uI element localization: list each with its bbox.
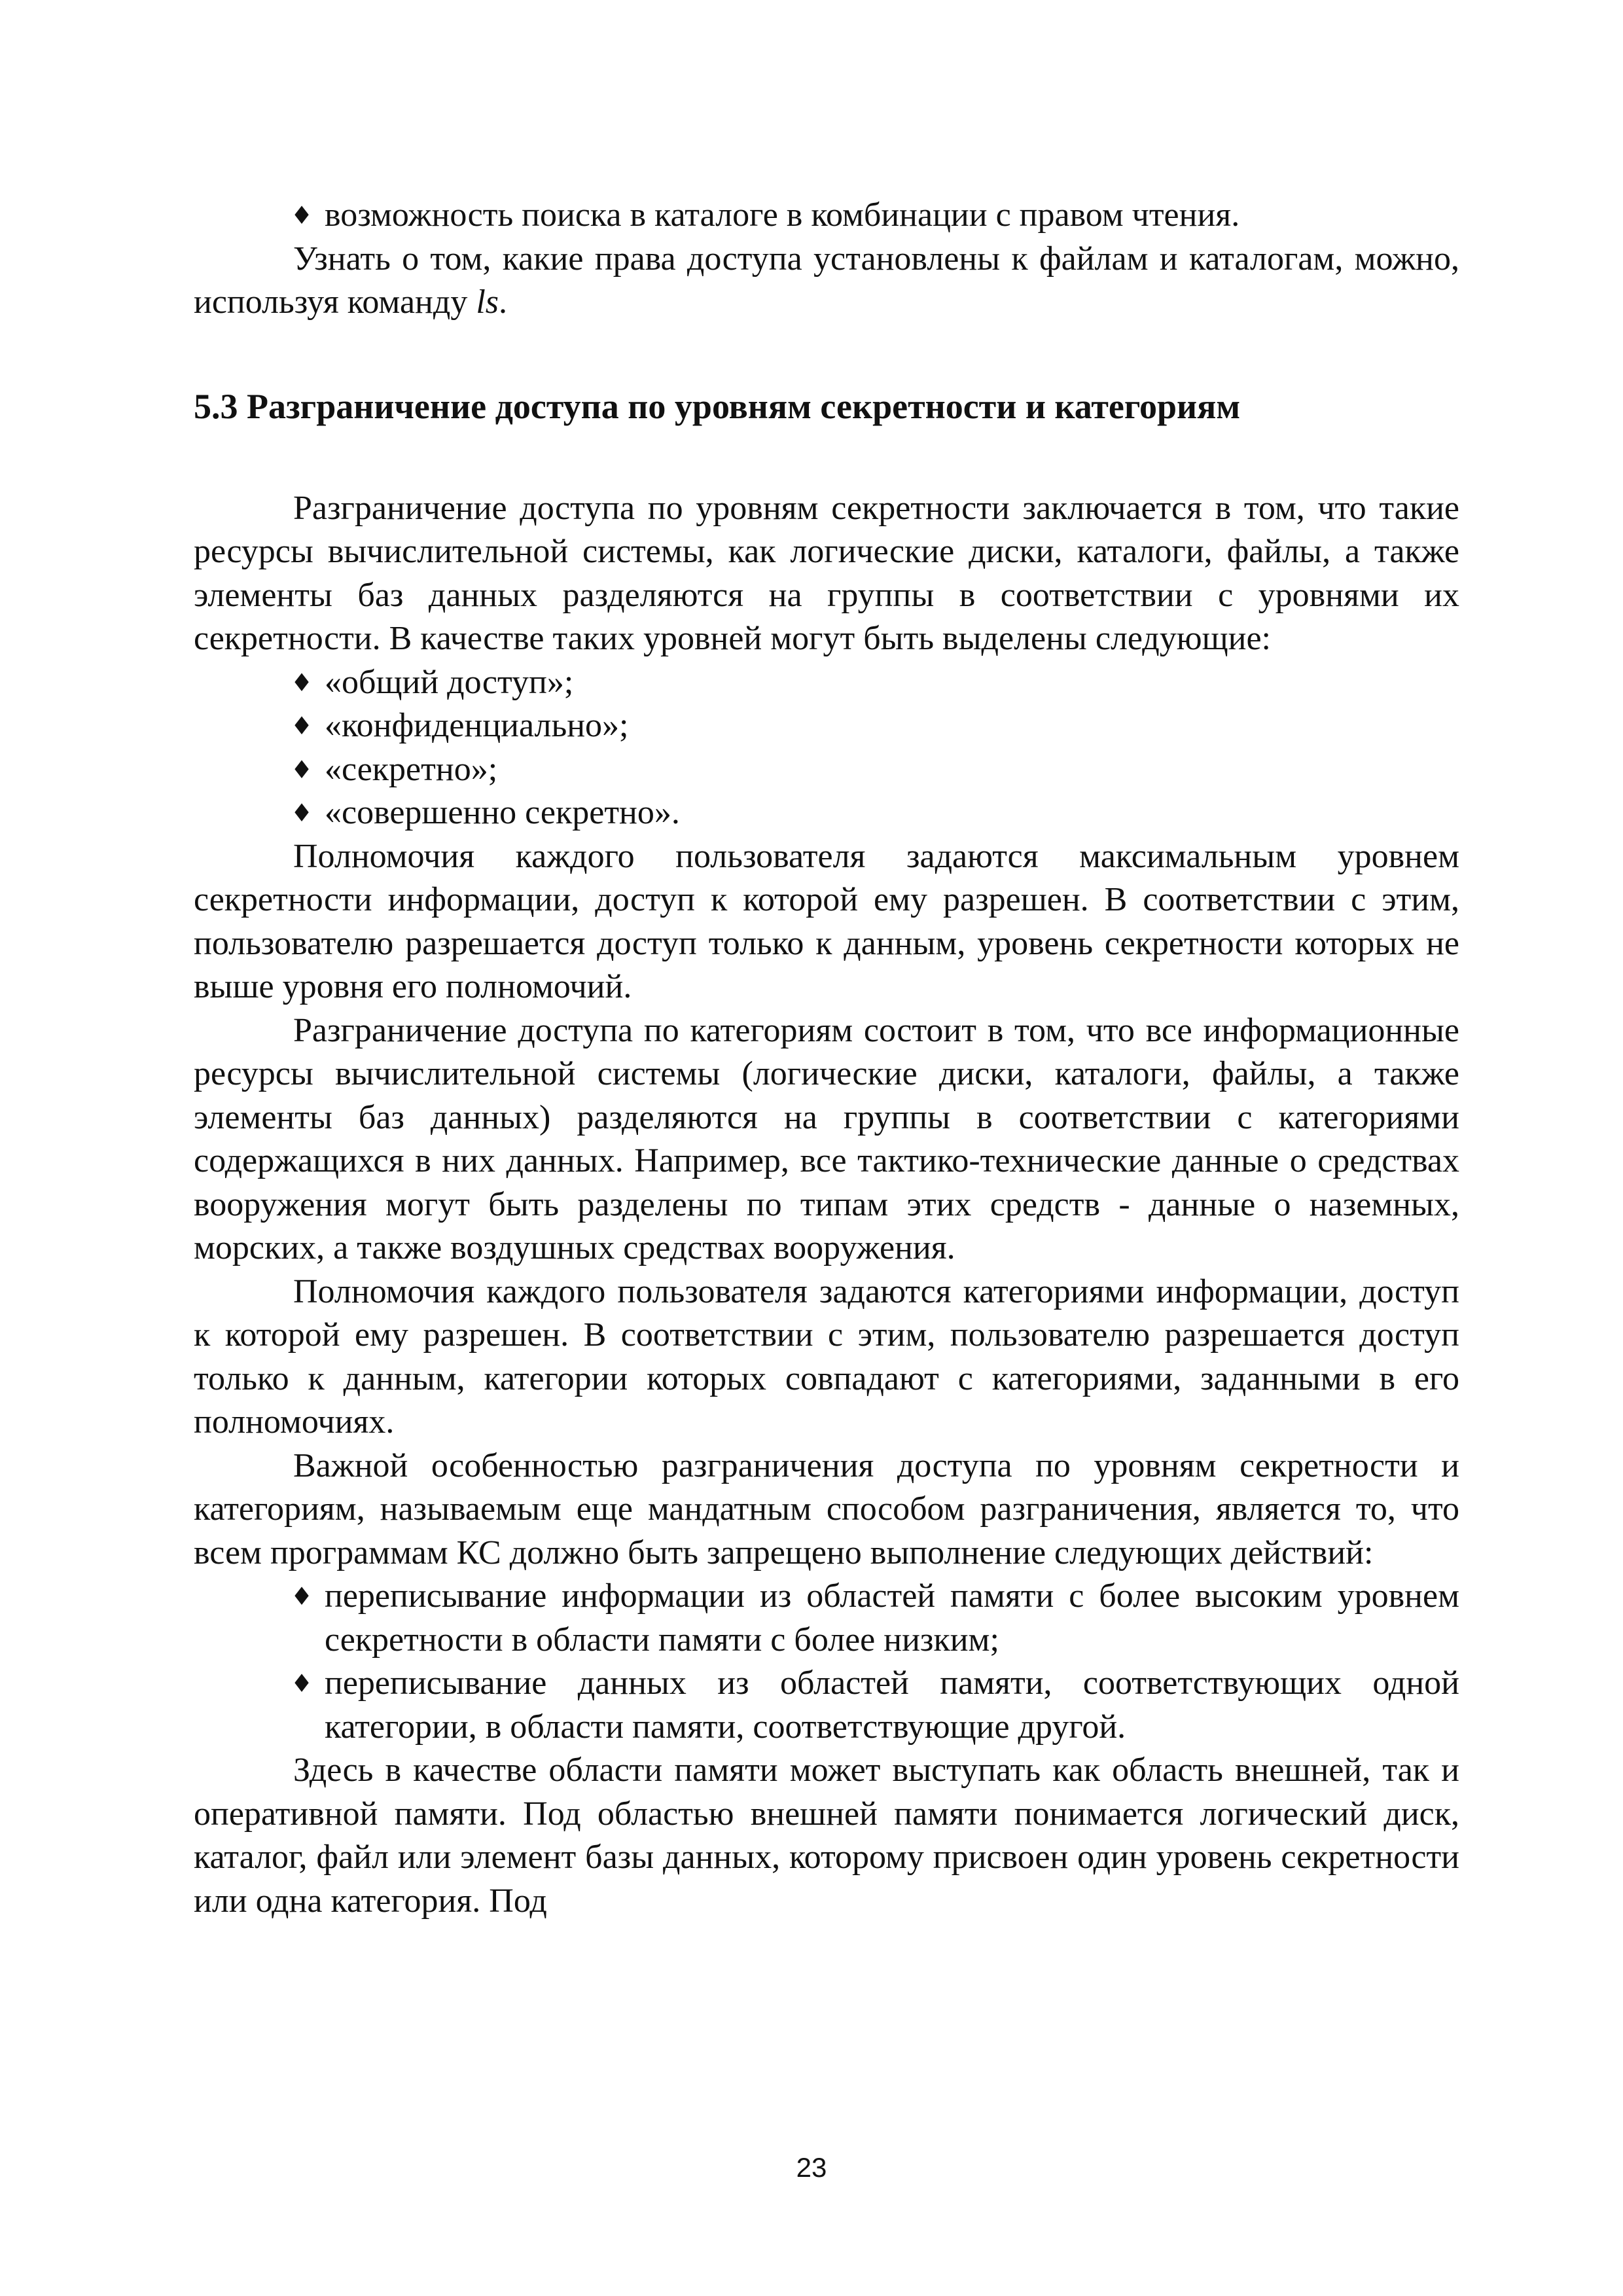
- prohibited-action-text: переписывание информации из областей памяти с более высоким уровнем секретности в области памяти с более низким;: [325, 1577, 1459, 1659]
- ls-command: ls: [476, 283, 499, 321]
- diamond-bullet-icon: ♦: [291, 668, 313, 697]
- paragraph-6: Здесь в качестве области памяти может выступать как область внешней, так и оперативной памяти. Под областью внешней памяти понимается логический диск, каталог, файл или элемент базы данных, которому присвоен один уровень секретности или одна категория. Под: [194, 1751, 1459, 1920]
- diamond-bullet-icon: ♦: [291, 1669, 313, 1698]
- level-item: [194, 791, 1459, 835]
- diamond-bullet-icon: ♦: [291, 711, 313, 740]
- prohibited-action-text: переписывание данных из областей памяти, соответствующих одной категории, в области памяти, соответствующие другой.: [325, 1664, 1459, 1746]
- intro-bullet-item: [194, 194, 1459, 238]
- diamond-bullet-icon: ♦: [291, 798, 313, 827]
- level-item-text: «конфиденциально»;: [325, 707, 629, 744]
- level-item: [194, 748, 1459, 792]
- page-content: [194, 194, 1459, 1923]
- prohibited-action-item: [194, 1575, 1459, 1662]
- intro-bullet-text: возможность поиска в каталоге в комбинации с правом чтения.: [325, 196, 1240, 234]
- intro-paragraph-end: .: [499, 283, 508, 321]
- diamond-bullet-icon: ♦: [291, 755, 313, 784]
- paragraph-4: Полномочия каждого пользователя задаются категориями информации, доступ к которой ему разрешен. В соответствии с этим, пользователю разрешается доступ только к данным, категории которых совпадают с категориями, заданными в его полномочиях.: [194, 1272, 1459, 1441]
- intro-paragraph-text: Узнать о том, какие права доступа установлены к файлам и каталогам, можно, используя команду: [194, 240, 1459, 321]
- level-item: [194, 704, 1459, 748]
- paragraph-2: Полномочия каждого пользователя задаются максимальным уровнем секретности информации, доступ к которой ему разрешен. В соответствии с этим, пользователю разрешается доступ только к данным, уровень секретности которых не выше уровня его полномочий.: [194, 837, 1459, 1005]
- page-number: 23: [796, 2152, 827, 2183]
- diamond-bullet-icon: ♦: [291, 201, 313, 230]
- paragraph-3: Разграничение доступа по категориям состоит в том, что все информационные ресурсы вычислительной системы (логические диски, каталоги, файлы, а также элементы баз данных) разделяются на группы в соответствии с категориями содержащихся в них данных. Например, все тактико-технические данные о средствах вооружения могут быть разделены по типам этих средств - данные о наземных, морских, а также воздушных средствах вооружения.: [194, 1011, 1459, 1266]
- diamond-bullet-icon: ♦: [291, 1582, 313, 1611]
- level-item: [194, 661, 1459, 705]
- prohibited-action-item: [194, 1662, 1459, 1749]
- level-item-text: «совершенно секретно».: [325, 794, 680, 831]
- paragraph-1: Разграничение доступа по уровням секретности заключается в том, что такие ресурсы вычислительной системы, как логические диски, каталоги, файлы, а также элементы баз данных разделяются на группы в соответствии с уровнями их секретности. В качестве таких уровней могут быть выделены следующие:: [194, 489, 1459, 657]
- paragraph-5: Важной особенностью разграничения доступа по уровням секретности и категориям, называемым еще мандатным способом разграничения, является то, что всем программам КС должно быть запрещено выполнение следующих действий:: [194, 1446, 1459, 1571]
- intro-paragraph: [194, 238, 1459, 325]
- level-item-text: «секретно»;: [325, 750, 498, 788]
- level-item-text: «общий доступ»;: [325, 663, 574, 701]
- section-heading: 5.3 Разграничение доступа по уровням секретности и категориям: [194, 386, 1241, 426]
